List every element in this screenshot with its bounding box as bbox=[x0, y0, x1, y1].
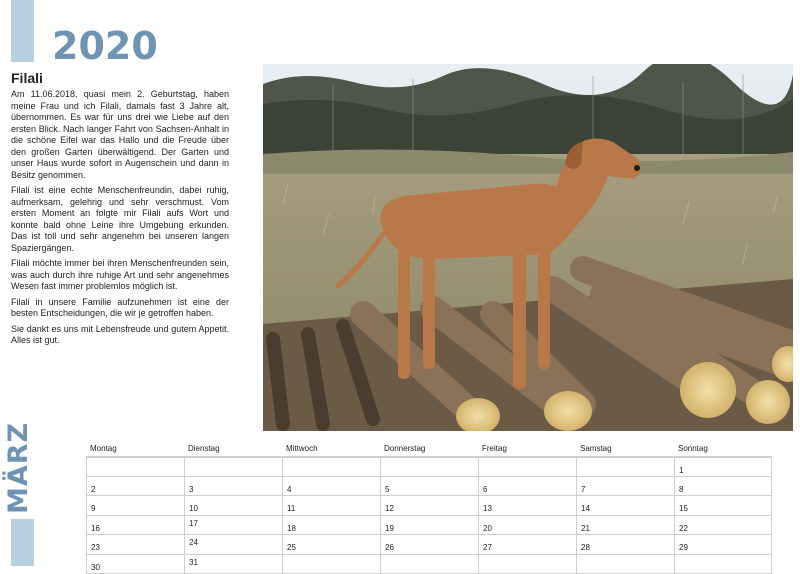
week-row bbox=[86, 477, 772, 497]
month-name: MÄRZ bbox=[6, 422, 31, 514]
day-cell: 25 bbox=[282, 535, 380, 555]
day-cell bbox=[478, 457, 576, 477]
day-cell: 13 bbox=[478, 496, 576, 516]
weekday-label: Dienstag bbox=[184, 441, 282, 456]
day-cell bbox=[380, 457, 478, 477]
day-cell bbox=[478, 555, 576, 574]
dog-photo bbox=[263, 64, 793, 431]
weekday-label: Samstag bbox=[576, 441, 674, 456]
day-cell bbox=[576, 555, 674, 574]
day-cell bbox=[282, 457, 380, 477]
day-cell: 26 bbox=[380, 535, 478, 555]
day-cell bbox=[282, 555, 380, 574]
week-row bbox=[86, 535, 772, 555]
day-cell: 8 bbox=[674, 477, 772, 497]
day-cell: 17 bbox=[184, 516, 282, 536]
day-cell: 1 bbox=[674, 457, 772, 477]
day-cell: 15 bbox=[674, 496, 772, 516]
day-cell bbox=[380, 555, 478, 574]
weekday-label: Freitag bbox=[478, 441, 576, 456]
story-paragraph: Sie dankt es uns mit Lebensfreude und gutem Appetit. Alles ist gut. bbox=[11, 324, 229, 347]
day-cell: 7 bbox=[576, 477, 674, 497]
story-title: Filali bbox=[11, 70, 43, 86]
day-cell: 10 bbox=[184, 496, 282, 516]
day-cell: 24 bbox=[184, 535, 282, 555]
day-cell bbox=[86, 457, 184, 477]
day-cell: 29 bbox=[674, 535, 772, 555]
day-cell bbox=[674, 555, 772, 574]
weekday-label: Sonntag bbox=[674, 441, 772, 456]
day-cell: 2 bbox=[86, 477, 184, 497]
day-cell: 27 bbox=[478, 535, 576, 555]
day-cell: 31 bbox=[184, 555, 282, 574]
day-cell: 3 bbox=[184, 477, 282, 497]
week-row bbox=[86, 516, 772, 536]
story-paragraph: Filali in unsere Familie aufzunehmen ist eine der besten Entscheidungen, die wir je getroffen haben. bbox=[11, 297, 229, 320]
story-paragraph: Filali möchte immer bei ihren Menschenfreunden sein, was auch durch ihre ruhige Art und sehr angenehmes Wesen fast immer problemlos möglich ist. bbox=[11, 258, 229, 293]
top-accent-bar bbox=[11, 0, 34, 62]
day-cell: 9 bbox=[86, 496, 184, 516]
year-heading: 2020 bbox=[52, 24, 158, 68]
day-cell: 21 bbox=[576, 516, 674, 536]
day-cell: 11 bbox=[282, 496, 380, 516]
day-cell: 20 bbox=[478, 516, 576, 536]
day-cell: 16 bbox=[86, 516, 184, 536]
story-paragraph: Am 11.06.2018, quasi mein 2. Geburtstag, haben meine Frau und ich Filali, damals fast 3 Jahre alt, übernommen. Es war für uns drei wie Liebe auf den ersten Blick. Nach langer Fahrt von Sachsen-Anhalt in die schöne Eifel war das Hallo und die Freude über den großen Garten überwältigend. Der Garten und unser Haus wurde sofort in Augenschein und dann in Besitz genommen. bbox=[11, 89, 229, 181]
month-label bbox=[6, 432, 31, 514]
weekday-label: Mittwoch bbox=[282, 441, 380, 456]
week-row bbox=[86, 457, 772, 477]
bottom-accent-bar bbox=[11, 519, 34, 566]
day-cell: 28 bbox=[576, 535, 674, 555]
story-paragraph: Filali ist eine echte Menschenfreundin, dabei ruhig, aufmerksam, gelehrig und sehr verschmust. Vom ersten Moment an folgte mir Filali aufs Wort und konnte bald ohne Leine ihre Umgebung erkunden. Das ist toll und sehr angenehm bei unseren langen Spaziergängen. bbox=[11, 185, 229, 254]
day-cell bbox=[576, 457, 674, 477]
calendar-weeks bbox=[86, 456, 772, 574]
weekday-header bbox=[86, 441, 772, 456]
story-text bbox=[11, 89, 229, 351]
day-cell: 23 bbox=[86, 535, 184, 555]
calendar-grid bbox=[86, 441, 772, 574]
day-cell: 5 bbox=[380, 477, 478, 497]
weekday-label: Montag bbox=[86, 441, 184, 456]
week-row bbox=[86, 555, 772, 574]
day-cell: 18 bbox=[282, 516, 380, 536]
day-cell: 19 bbox=[380, 516, 478, 536]
day-cell: 6 bbox=[478, 477, 576, 497]
weekday-label: Donnerstag bbox=[380, 441, 478, 456]
day-cell: 22 bbox=[674, 516, 772, 536]
day-cell: 4 bbox=[282, 477, 380, 497]
week-row bbox=[86, 496, 772, 516]
day-cell: 30 bbox=[86, 555, 184, 574]
day-cell bbox=[184, 457, 282, 477]
day-cell: 14 bbox=[576, 496, 674, 516]
day-cell: 12 bbox=[380, 496, 478, 516]
